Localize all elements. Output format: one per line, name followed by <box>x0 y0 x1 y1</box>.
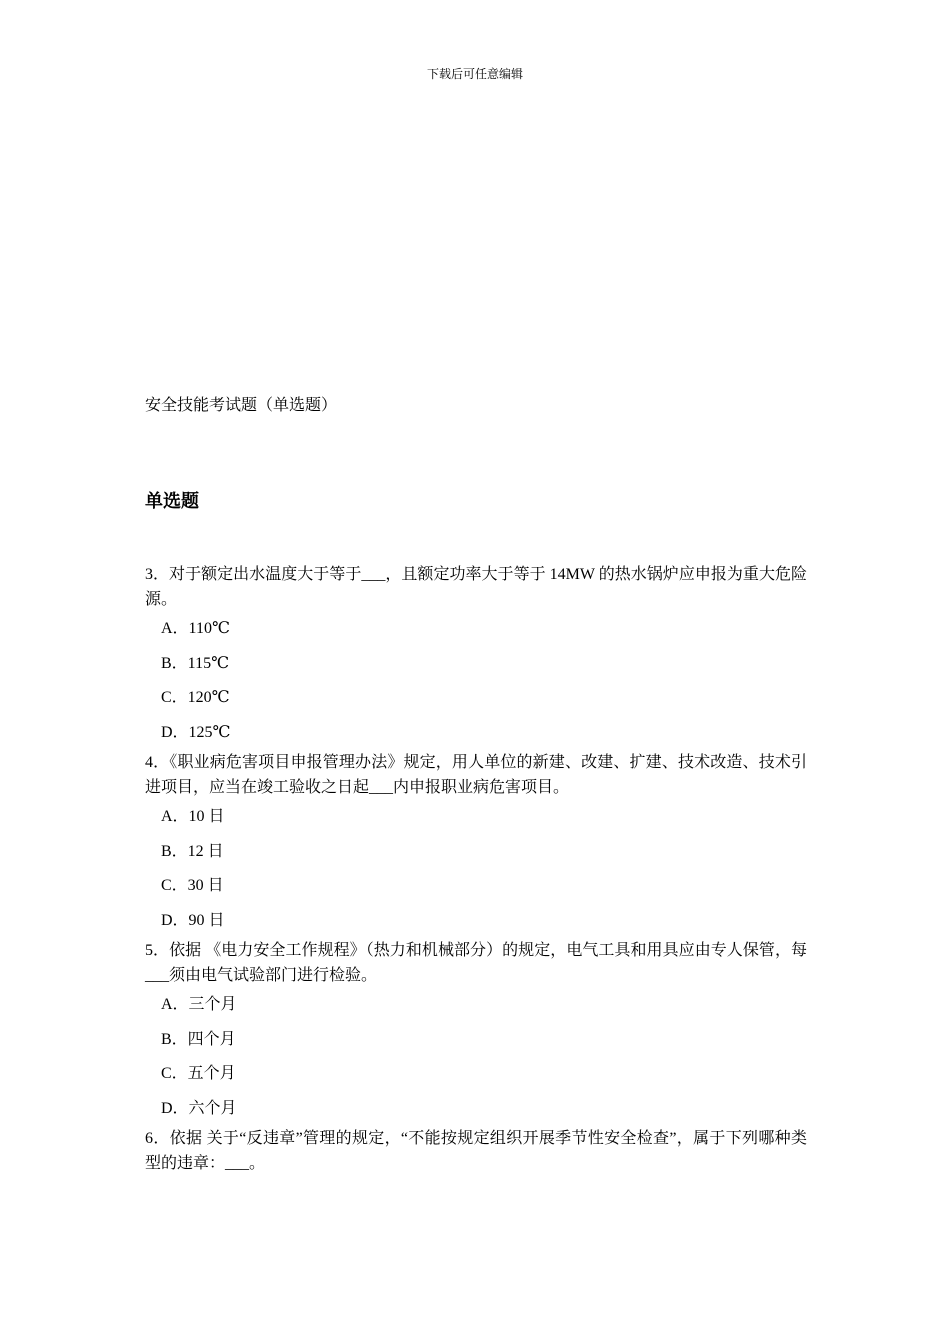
option-label: C．30 日 <box>161 877 224 895</box>
option-d <box>145 716 807 751</box>
option-c <box>145 681 807 716</box>
question-list <box>145 562 807 1176</box>
option-label: A．三个月 <box>161 996 237 1014</box>
option-a <box>145 612 807 647</box>
question-text: 3．对于额定出水温度大于等于___，且额定功率大于等于 14MW 的热水锅炉应申报为重大危险源。 <box>145 566 807 608</box>
page-header: 下载后可任意编辑 <box>426 67 523 81</box>
option-c <box>145 1057 807 1092</box>
document-title: 安全技能考试题（单选题） <box>145 397 338 414</box>
option-label: A．110℃ <box>161 620 230 638</box>
option-label: B．四个月 <box>161 1030 236 1048</box>
option-b <box>145 835 807 870</box>
option-label: B．115℃ <box>161 654 229 672</box>
question-5 <box>145 938 807 1126</box>
option-label: C．五个月 <box>161 1065 236 1083</box>
option-d <box>145 904 807 939</box>
option-b <box>145 647 807 682</box>
option-label: C．120℃ <box>161 689 230 707</box>
question-text: 6．依据 关于“反违章”管理的规定，“不能按规定组织开展季节性安全检查”，属于下列哪种类型的违章：___。 <box>145 1130 807 1172</box>
option-label: D．125℃ <box>161 723 231 741</box>
question-3 <box>145 562 807 750</box>
option-a <box>145 988 807 1023</box>
option-c <box>145 869 807 904</box>
section-heading: 单选题 <box>145 491 199 511</box>
question-6 <box>145 1126 807 1176</box>
option-label: A．10 日 <box>161 808 225 826</box>
option-b <box>145 1023 807 1058</box>
question-text: 4．《职业病危害项目申报管理办法》规定，用人单位的新建、改建、扩建、技术改造、技术引进项目，应当在竣工验收之日起___内申报职业病危害项目。 <box>145 754 807 796</box>
option-label: D．六个月 <box>161 1099 237 1117</box>
question-text: 5．依据 《电力安全工作规程》（热力和机械部分）的规定，电气工具和用具应由专人保管，每___须由电气试验部门进行检验。 <box>145 942 807 984</box>
option-a <box>145 800 807 835</box>
question-4 <box>145 750 807 938</box>
option-d <box>145 1092 807 1127</box>
option-label: D．90 日 <box>161 911 225 929</box>
option-label: B．12 日 <box>161 842 224 860</box>
